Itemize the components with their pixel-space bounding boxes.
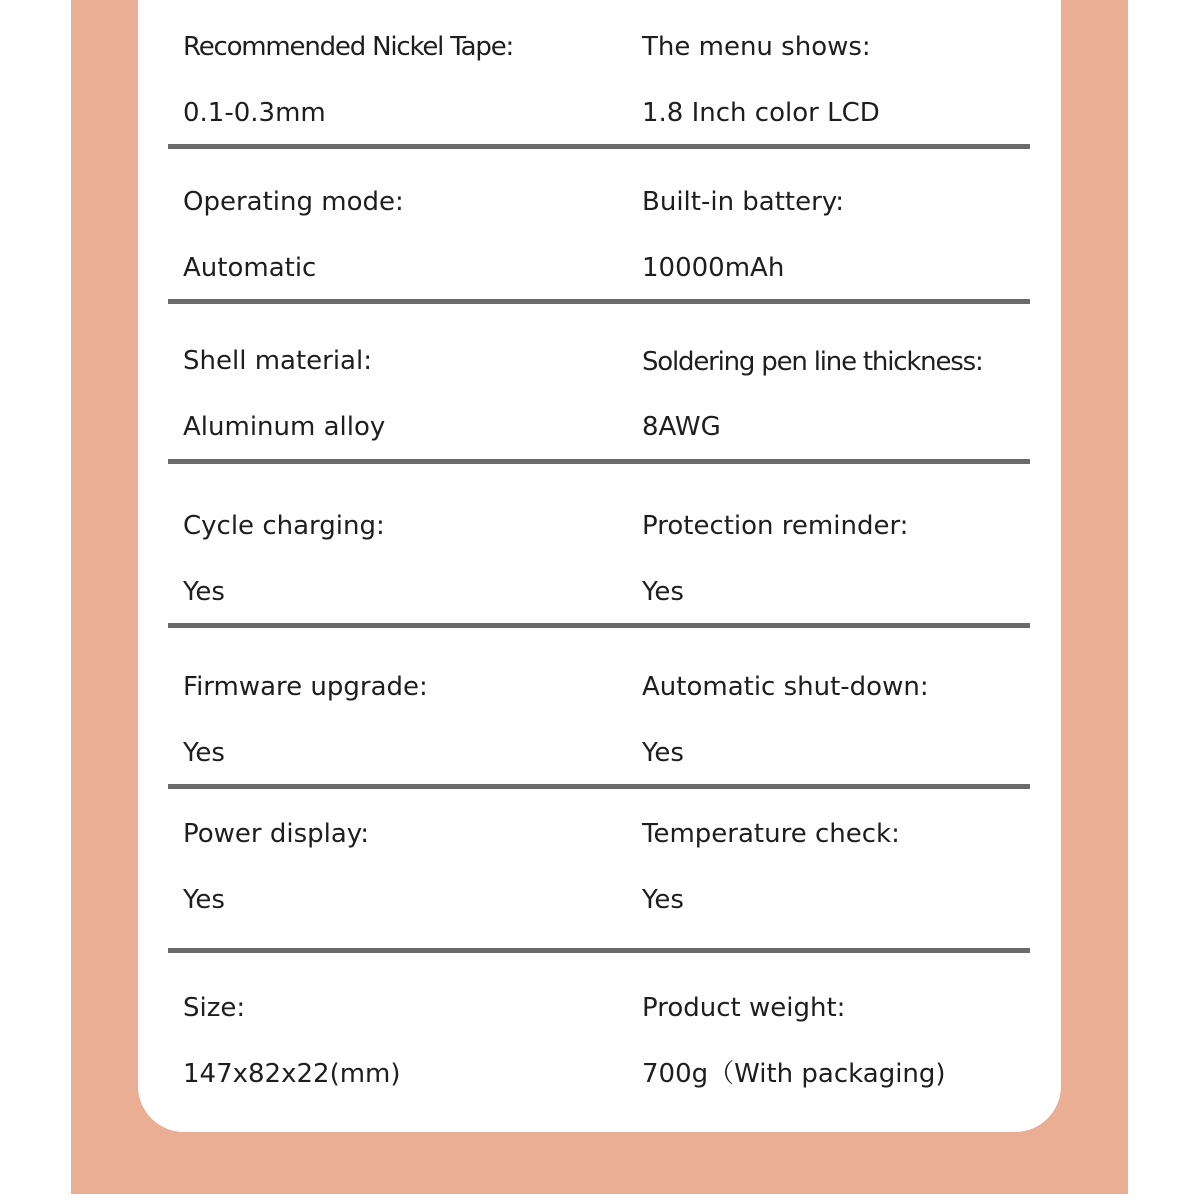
spec-label-size: Size:	[183, 993, 246, 1023]
spec-label-auto-shutdown: Automatic shut-down:	[642, 672, 929, 702]
spec-value-nickel-tape: 0.1-0.3mm	[183, 98, 326, 128]
row-divider	[168, 623, 1030, 628]
spec-value-temperature-check: Yes	[642, 885, 684, 915]
spec-label-power-display: Power display:	[183, 819, 370, 849]
row-divider	[168, 299, 1030, 304]
spec-card	[138, 0, 1061, 1132]
spec-label-menu-shows: The menu shows:	[642, 32, 871, 62]
row-divider	[168, 784, 1030, 789]
row-divider	[168, 144, 1030, 149]
spec-label-cycle-charging: Cycle charging:	[183, 511, 385, 541]
spec-label-shell-material: Shell material:	[183, 346, 372, 376]
spec-value-protection-reminder: Yes	[642, 577, 684, 607]
spec-value-operating-mode: Automatic	[183, 253, 317, 283]
spec-value-firmware-upgrade: Yes	[183, 738, 225, 768]
spec-value-product-weight: 700g（With packaging)	[642, 1059, 946, 1089]
spec-value-pen-line-thickness: 8AWG	[642, 412, 721, 442]
row-divider	[168, 459, 1030, 464]
spec-label-product-weight: Product weight:	[642, 993, 846, 1023]
spec-label-pen-line-thickness: Soldering pen line thickness:	[642, 347, 983, 377]
spec-value-size: 147x82x22(mm)	[183, 1059, 401, 1089]
spec-label-protection-reminder: Protection reminder:	[642, 511, 909, 541]
spec-label-temperature-check: Temperature check:	[642, 819, 900, 849]
spec-value-built-in-battery: 10000mAh	[642, 253, 785, 283]
spec-value-shell-material: Aluminum alloy	[183, 412, 386, 442]
spec-value-cycle-charging: Yes	[183, 577, 225, 607]
spec-label-built-in-battery: Built-in battery:	[642, 187, 845, 217]
spec-label-firmware-upgrade: Firmware upgrade:	[183, 672, 428, 702]
spec-value-auto-shutdown: Yes	[642, 738, 684, 768]
spec-value-power-display: Yes	[183, 885, 225, 915]
spec-label-operating-mode: Operating mode:	[183, 187, 404, 217]
spec-label-nickel-tape: Recommended Nickel Tape:	[183, 32, 514, 62]
row-divider	[168, 948, 1030, 953]
spec-value-menu-shows: 1.8 Inch color LCD	[642, 98, 880, 128]
